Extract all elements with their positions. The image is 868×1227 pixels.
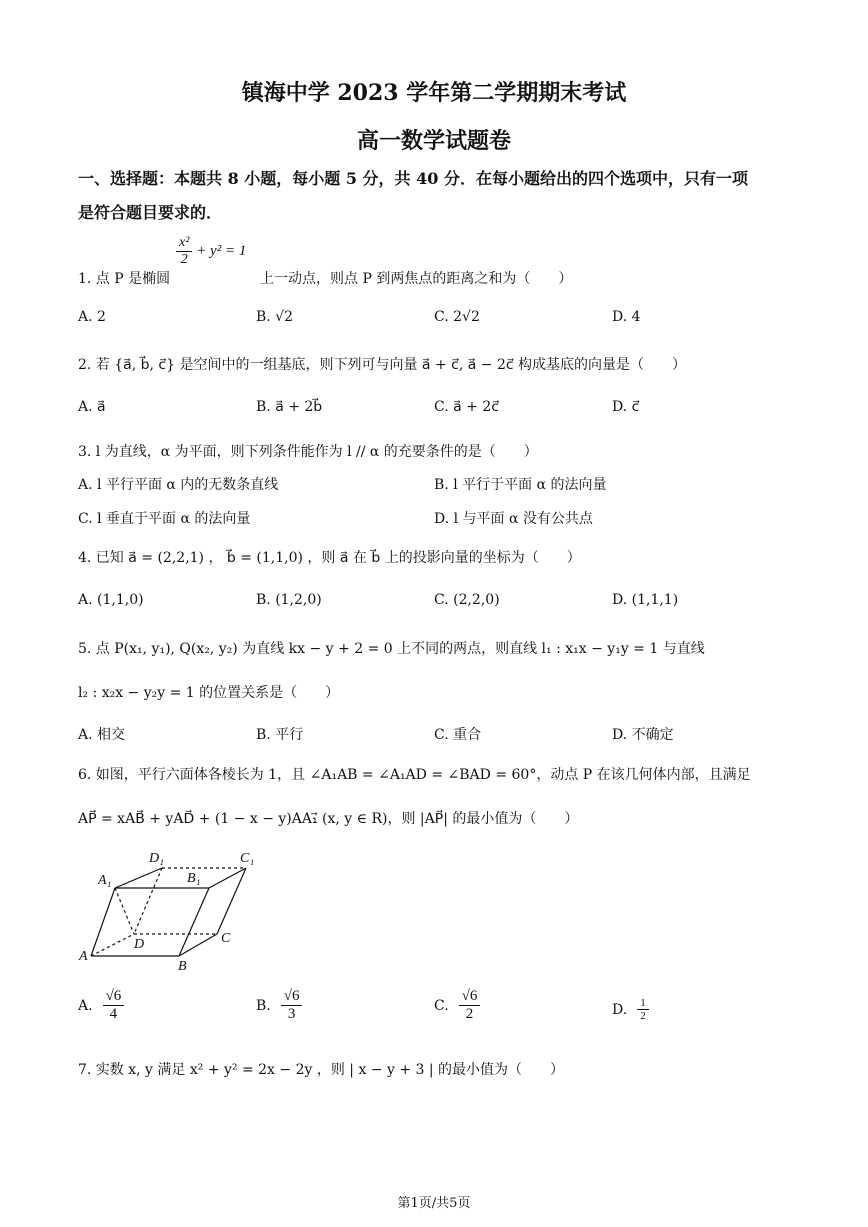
question-5-line2: l₂ : x₂x − y₂y = 1 的位置关系是（ ） [78, 685, 340, 701]
exam-subtitle: 高一数学试题卷 [356, 128, 511, 154]
vertex-label-d1: D₁ [149, 851, 164, 866]
vertex-label-a: A [79, 949, 88, 964]
question-1-prefix: 1. 点 P 是椭圆 [78, 271, 171, 287]
question-3-option-a: A. l 平行平面 α 内的无数条直线 [78, 477, 279, 493]
question-4: 4. 已知 a⃗ = (2,2,1) ， b⃗ = (1,1,0) ，则 a⃗ 在 b⃗ 上的投影向量的坐标为（ ） [78, 550, 581, 566]
question-3-option-b: B. l 平行于平面 α 的法向量 [434, 477, 607, 493]
question-6-option-c: C. $\frac{√6}{2}$ [434, 988, 480, 1023]
question-1-suffix: 上一动点，则点 P 到两焦点的距离之和为（ ） [260, 271, 573, 287]
question-3: 3. l 为直线，α 为平面，则下列条件能作为 l // α 的充要条件的是（ ） [78, 444, 538, 460]
page-footer: 第1页/共5页 [397, 1196, 471, 1211]
question-6-option-a: A. $\frac{√6}{4}$ [78, 988, 124, 1023]
vertex-label-c1: C₁ [240, 851, 255, 866]
section-heading-cont: 是符合题目要求的． [78, 203, 223, 222]
section-heading: 一、选择题：本题共 8 小题，每小题 5 分，共 40 分．在每小题给出的四个选项中，只有一项 [78, 169, 748, 188]
question-4-option-a: A. (1,1,0) [78, 592, 144, 608]
vertex-label-c: C [221, 931, 231, 946]
vertex-label-d: D [134, 937, 145, 952]
question-5-line1: 5. 点 P(x₁, y₁), Q(x₂, y₂) 为直线 kx − y + 2 = 0 上不同的两点，则直线 l₁ : x₁x − y₁y = 1 与直线 [78, 641, 705, 657]
question-6-line1: 6. 如图，平行六面体各棱长为 1，且 ∠A₁AB = ∠A₁AD = ∠BAD = 60°，动点 P 在该几何体内部，且满足 [78, 767, 751, 783]
question-4-option-c: C. (2,2,0) [434, 592, 500, 608]
question-2-option-d: D. c⃗ [612, 399, 640, 415]
question-3-option-d: D. l 与平面 α 没有公共点 [434, 511, 593, 527]
question-1-option-b: B. √2 [256, 309, 294, 325]
question-5-option-c: C. 重合 [434, 727, 482, 743]
question-5-option-a: A. 相交 [78, 727, 126, 743]
vertex-label-a1: A₁ [98, 873, 112, 888]
question-2-option-c: C. a⃗ + 2c⃗ [434, 399, 499, 415]
question-1-ellipse-formula: $\frac{\text{x²}}{2}$ + y² = 1 [176, 235, 246, 268]
question-6-option-b: B. $\frac{√6}{3}$ [256, 988, 302, 1023]
question-5-option-b: B. 平行 [256, 727, 304, 743]
question-1-option-d: D. 4 [612, 309, 641, 325]
question-2-option-b: B. a⃗ + 2b⃗ [256, 399, 323, 415]
question-4-option-b: B. (1,2,0) [256, 592, 322, 608]
question-1-option-a: A. 2 [78, 309, 106, 325]
question-6-option-d: D. $\frac{1}{2}$ [612, 997, 649, 1022]
question-5-option-d: D. 不确定 [612, 727, 674, 743]
question-1-option-c: C. 2√2 [434, 309, 480, 325]
question-4-option-d: D. (1,1,1) [612, 592, 679, 608]
exam-title: 镇海中学 2023 学年第二学期期末考试 [241, 80, 627, 106]
vertex-label-b: B [178, 959, 187, 972]
parallelepiped-figure [74, 846, 274, 972]
question-3-option-c: C. l 垂直于平面 α 的法向量 [78, 511, 251, 527]
question-2-option-a: A. a⃗ [78, 399, 106, 415]
question-7: 7. 实数 x, y 满足 x² + y² = 2x − 2y ，则 | x − y + 3 | 的最小值为（ ） [78, 1062, 565, 1078]
question-6-line2: AP⃗ = xAB⃗ + yAD⃗ + (1 − x − y)AA₁⃗ (x, y ∈ R)，则 |AP⃗| 的最小值为（ ） [78, 811, 579, 827]
vertex-label-b1: B₁ [187, 871, 201, 886]
question-2: 2. 若 {a⃗, b⃗, c⃗} 是空间中的一组基底，则下列可与向量 a⃗ + c⃗, a⃗ − 2c⃗ 构成基底的向量是（ ） [78, 357, 687, 373]
